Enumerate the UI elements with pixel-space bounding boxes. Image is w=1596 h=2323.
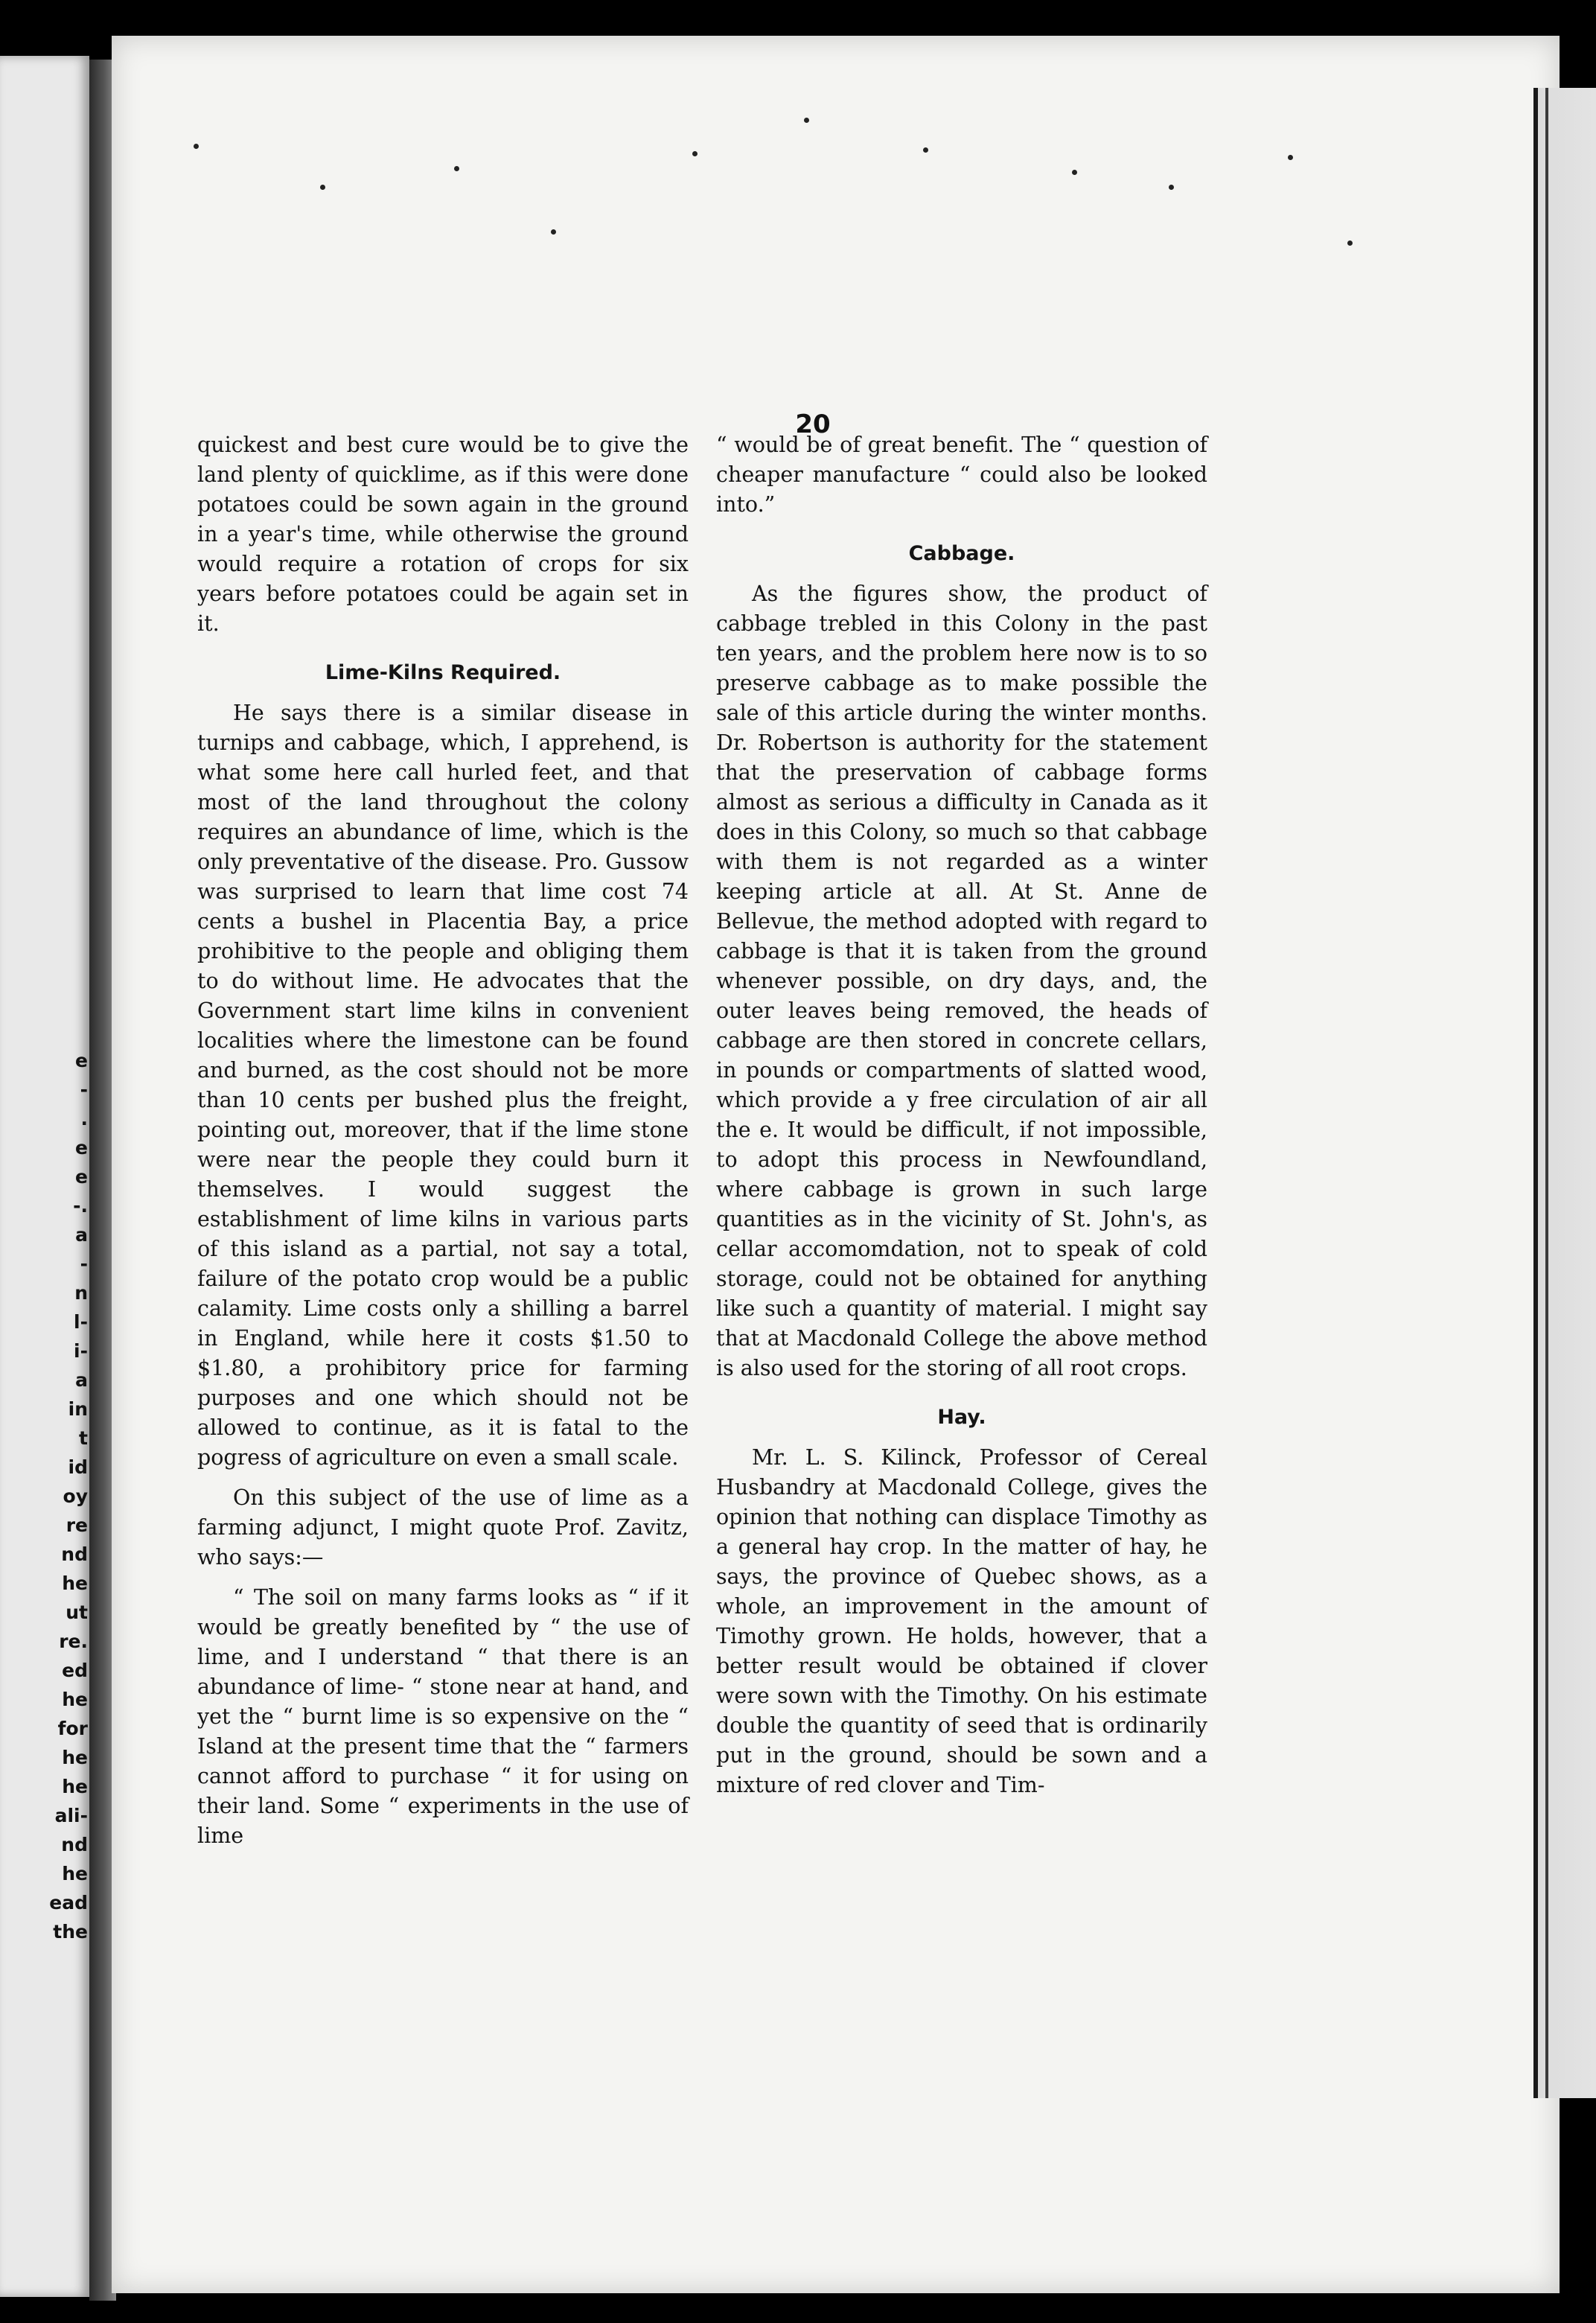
scan-speck <box>551 229 556 235</box>
right-column <box>716 430 1207 1800</box>
facing-page-fragment: he <box>62 1572 88 1594</box>
facing-page-fragment: - <box>80 1079 88 1100</box>
paragraph: As the figures show, the product of cabbage trebled in this Colony in the past ten years, and the problem here now is to so preserve cabbage as to make possible the sale of this article during the winter months. Dr. Robertson is authority for the statement that the preservation of cabbage forms almost as serious a difficulty in Canada as it does in this Colony, so much so that cabbage with them is not regarded as a winter keeping article at all. At St. Anne de Bellevue, the method adopted with regard to cabbage is that it is taken from the ground whenever possible, on dry days, and, the outer leaves being removed, the heads of cabbage are then stored in concrete cellars, in pounds or compartments of slatted wood, which provide a y free circulation of air all the e. It would be difficult, if not impossible, to adopt this process in Newfoundland, where cabbage is grown in such large quantities as in the vicinity of St. John's, as cellar accomomdation, not to speak of cold storage, could not be obtained for anything like such a quantity of material. I might say that at Macdonald College the above method is also used for the storing of all root crops. <box>716 581 1207 1380</box>
facing-page-fragment: nd <box>61 1543 88 1565</box>
facing-page-fragment: ali- <box>54 1805 88 1826</box>
facing-page-fragment: for <box>57 1718 88 1739</box>
facing-page-fragment: t <box>79 1427 88 1449</box>
facing-page-fragment: a <box>75 1224 88 1246</box>
facing-page-fragment: n <box>74 1282 88 1304</box>
scan-speck <box>1347 240 1353 246</box>
scan-speck <box>1169 185 1174 190</box>
quotation: “ The soil on many farms looks as “ if it would be greatly benefited by “ the use of lime, and I understand “ that there is an abundance of lime- “ stone near at hand, and yet the “ burnt lime is so expensive on the “ Island at the present time that the “ farmers cannot afford to purchase “ it for using on their land. Some “ experiments in the use of lime <box>197 1585 689 1848</box>
facing-page-fragment: l- <box>74 1311 88 1333</box>
scan-speck <box>194 144 199 149</box>
facing-page-fragment: in <box>68 1398 88 1420</box>
facing-page-fragment: id <box>68 1456 88 1478</box>
scan-speck <box>1288 155 1293 160</box>
facing-page-fragment: he <box>62 1863 88 1884</box>
page-edge-shadow <box>1533 88 1596 2098</box>
facing-page-fragment: e <box>75 1166 88 1188</box>
section-heading-lime-kilns: Lime-Kilns Required. <box>325 661 561 684</box>
facing-page-fragment: -. <box>73 1195 88 1217</box>
facing-page-fragment: re. <box>59 1631 88 1652</box>
facing-page-fragment: ead <box>49 1892 88 1913</box>
paragraph: Mr. L. S. Kilinck, Professor of Cereal Husbandry at Macdonald College, gives the opinion that nothing can displace Timothy as a general hay crop. In the matter of hay, he says, the province of Quebec shows, as a whole, an improvement in the amount of Timothy grown. He holds, however, that a better result would be obtained if clover were sown with the Timothy. On his estimate double the quantity of seed that is ordinarily put in the ground, should be sown and a mixture of red clover and Tim- <box>716 1445 1207 1797</box>
facing-page-text-fragments <box>0 1046 88 1946</box>
facing-page-fragment: e <box>75 1137 88 1159</box>
quotation: “ would be of great benefit. The “ question of cheaper manufacture “ could also be looked into.” <box>716 433 1207 517</box>
facing-page-fragment: the <box>53 1921 88 1943</box>
facing-page-fragment: - <box>80 1253 88 1275</box>
facing-page-fragment: he <box>62 1689 88 1710</box>
scan-speck <box>923 147 928 153</box>
facing-page-fragment: he <box>62 1776 88 1797</box>
paragraph: On this subject of the use of lime as a farming adjunct, I might quote Prof. Zavitz, who says:— <box>197 1485 689 1570</box>
left-column <box>197 430 689 1851</box>
paragraph: quickest and best cure would be to give the land plenty of quicklime, as if this were done potatoes could be sown again in the ground in a year's time, while otherwise the ground would require a rotation of crops for six years before potatoes could be again set in it. <box>197 433 689 636</box>
facing-page-fragment: ut <box>66 1602 88 1623</box>
scan-speck <box>1072 170 1077 175</box>
facing-page-fragment: ed <box>62 1660 88 1681</box>
facing-page-fragment: . <box>80 1108 88 1129</box>
facing-page-fragment: nd <box>61 1834 88 1855</box>
facing-page-fragment: e <box>75 1050 88 1071</box>
facing-page-edge <box>0 56 89 2297</box>
facing-page-fragment: i- <box>74 1340 88 1362</box>
section-heading-hay: Hay. <box>937 1406 986 1429</box>
page-number: 20 <box>795 410 831 439</box>
scan-speck <box>804 118 809 123</box>
facing-page-fragment: he <box>62 1747 88 1768</box>
facing-page-fragment: a <box>75 1369 88 1391</box>
section-heading-cabbage: Cabbage. <box>908 542 1015 565</box>
scan-speck <box>454 166 459 171</box>
facing-page-fragment: oy <box>63 1485 88 1507</box>
scan-speck <box>320 185 325 190</box>
scan-speck <box>692 151 698 156</box>
facing-page-fragment: re <box>66 1514 88 1536</box>
paragraph: He says there is a similar disease in turnips and cabbage, which, I apprehend, is what some here call hurled feet, and that most of the land throughout the colony requires an abundance of lime, which is the only preventative of the disease. Pro. Gussow was surprised to learn that lime cost 74 cents a bushel in Placentia Bay, a price prohibitive to the people and obliging them to do without lime. He advocates that the Government start lime kilns in convenient localities where the limestone can be found and burned, as the cost should not be more than 10 cents per bushed plus the freight, pointing out, moreover, that if the lime stone were near the people they could burn it themselves. I would suggest the establishment of lime kilns in various parts of this island as a partial, not say a total, failure of the potato crop would be a public calamity. Lime costs only a shilling a barrel in England, while here it costs $1.50 to $1.80, a prohibitory price for farming purposes and one which should not be allowed to continue, as it is fatal to the pogress of agriculture on even a small scale. <box>197 701 689 1470</box>
